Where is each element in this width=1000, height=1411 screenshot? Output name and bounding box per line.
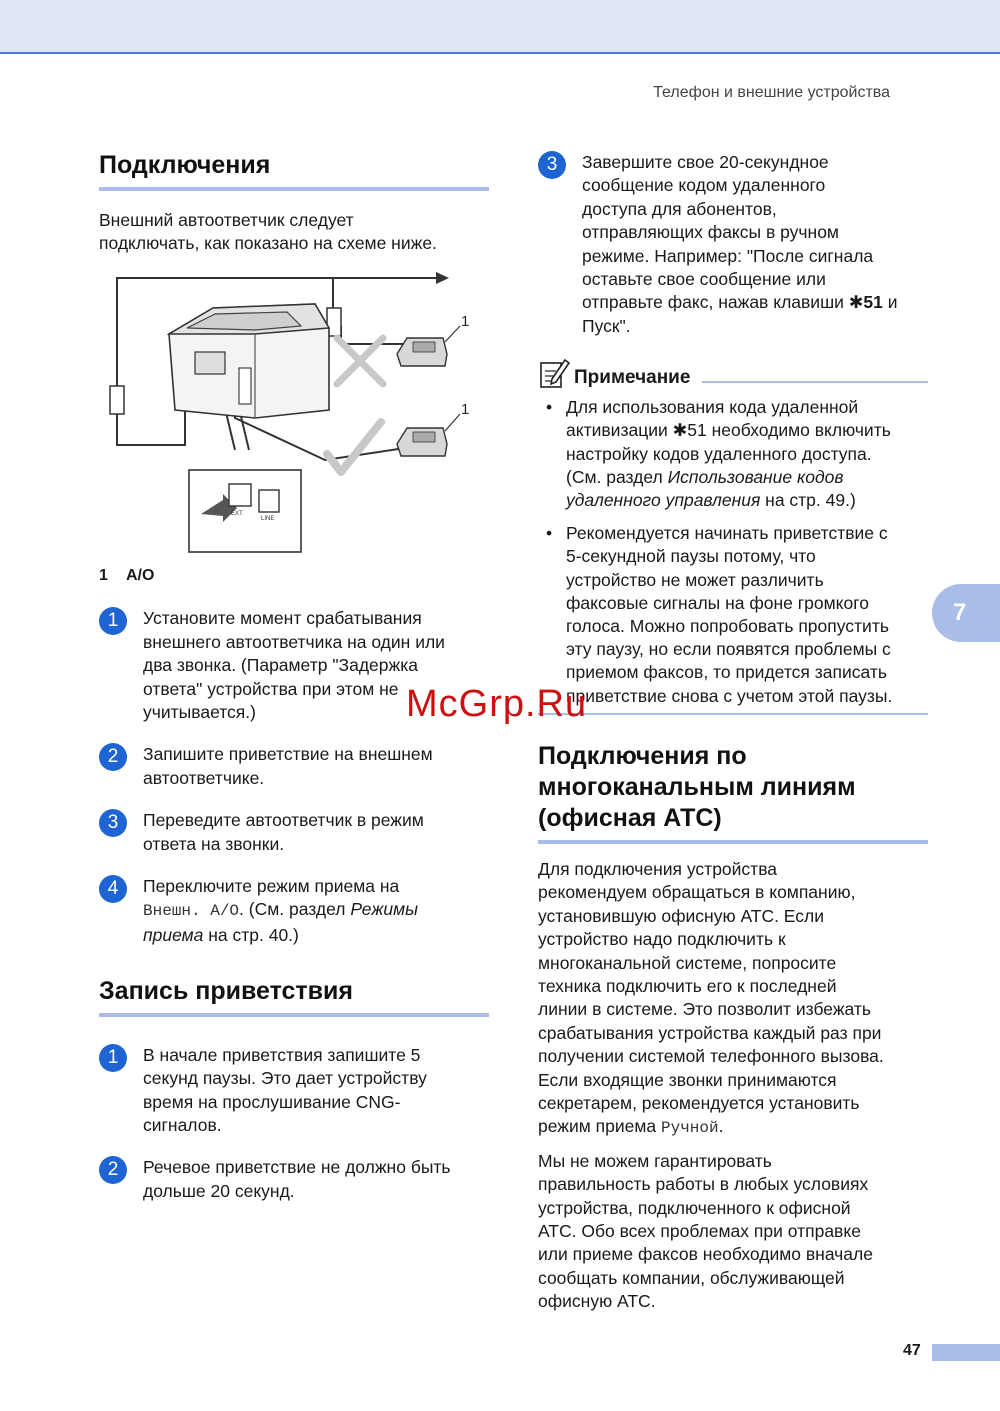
pbx-paragraph-1: Для подключения устройства рекомендуем обращаться в компанию, установившую офисную АТС. Если устройство надо подключить к многоканальной системе, попросите техника подключить его к последней линии в системе. Это позволит избежать срабатывания устройства каждый раз при получении системой телефонного вызова. Если входящие звонки принимаются секретарем, рекомендуется установить режим приема Ручной. <box>538 858 884 1138</box>
footer-bar <box>932 1344 1000 1361</box>
wall-jack-left <box>110 386 124 414</box>
section-title-greeting: Запись приветствия <box>99 976 489 1017</box>
diagram-caption: 1 A/O <box>99 567 155 585</box>
receive-mode-value: Внешн. А/О <box>143 902 240 921</box>
greeting-step-3: 3 Завершите свое 20-секундное сообщение кодом удаленного доступа для абонентов, отправляющих факсы в ручном режиме. Например: "После сигнала оставьте свое сообщение или отправьте факс, нажав клавиши ✱51 и Пуск". <box>538 151 928 338</box>
answering-machine-bottom <box>397 428 447 456</box>
step-number-badge: 2 <box>99 743 127 771</box>
section-title-connections: Подключения <box>99 150 489 191</box>
step-number-badge: 1 <box>99 607 127 635</box>
running-header: Телефон и внешние устройства <box>653 84 890 101</box>
watermark: McGrp.Ru <box>406 683 588 725</box>
note-bullet-1: • Для использования кода удаленной активизации ✱51 необходимо включить настройку кодов удаленного доступа. (См. раздел Использование кодов удаленного управления на стр. 49.) <box>546 397 891 511</box>
step-1: 1 Установите момент срабатывания внешнего автоответчика на один или два звонка. (Параметр "Задержка ответа" устройства при этом не учитывается.) <box>99 607 489 724</box>
note-bullet-2: • Рекомендуется начинать приветствие с 5-секундной паузы потому, что устройство не может различить факсовые сигналы на фоне громкого голоса. Можно попробовать пропустить эту паузу, но если появятся проблемы с приемом факсов, то придется записать приветствие снова с учетом этой паузы. <box>546 523 893 706</box>
check-mark-icon <box>327 422 381 472</box>
step-number-badge: 1 <box>99 1044 127 1072</box>
step-3: 3 Переведите автоответчик в режим ответа на звонки. <box>99 809 489 856</box>
line-jack <box>259 490 279 512</box>
step-number-badge: 3 <box>99 809 127 837</box>
step-2: 2 Запишите приветствие на внешнем автоответчике. <box>99 743 489 790</box>
callout-line-top <box>445 326 460 342</box>
arrow-right <box>436 272 449 284</box>
note-rule <box>702 381 928 383</box>
fax-machine-illustration <box>169 304 329 418</box>
greeting-step-2: 2 Речевое приветствие не должно быть дольше 20 секунд. <box>99 1156 489 1203</box>
step-number-badge: 2 <box>99 1156 127 1184</box>
note-end-rule <box>538 713 928 715</box>
callout-line-bottom <box>445 414 460 431</box>
connection-diagram <box>105 268 470 556</box>
ext-jack <box>229 484 251 506</box>
answering-machine-top <box>397 338 447 366</box>
intro-paragraph: Внешний автоответчик следует подключать, как показано на схеме ниже. <box>99 209 437 253</box>
pbx-paragraph-2: Мы не можем гарантировать правильность работы в любых условиях устройства, подключенного к офисной АТС. Обо всех проблемах при отправке или приеме факсов необходимо вначале сообщать компании, обслуживающей офисную АТС. <box>538 1150 873 1312</box>
greeting-step-1: 1 В начале приветствия запишите 5 секунд паузы. Это дает устройству время на прослушивание CNG- сигналов. <box>99 1044 489 1138</box>
step-number-badge: 3 <box>538 151 566 179</box>
manual-mode-value: Ручной <box>661 1119 719 1138</box>
top-band <box>0 0 1000 54</box>
callout-label-bottom: 1 <box>461 401 470 418</box>
line-jack-label: LINE <box>261 516 275 522</box>
right-column <box>538 150 928 1314</box>
page-number: 47 <box>903 1342 921 1359</box>
note-pencil-icon <box>538 357 570 389</box>
step-number-badge: 4 <box>99 875 127 903</box>
chapter-tab: 7 <box>932 584 1000 642</box>
note-header <box>538 357 928 389</box>
line-to-phone-top <box>341 326 405 344</box>
step-4: 4 Переключите режим приема на Внешн. А/О. (См. раздел Режимы приема на стр. 40.) <box>99 875 489 947</box>
section-title-pbx: Подключения по многоканальным линиям (офисная АТС) <box>538 741 928 844</box>
callout-label-top: 1 <box>461 313 470 330</box>
note-title: Примечание <box>574 367 691 389</box>
ext-jack-label: EXT. <box>231 511 244 517</box>
